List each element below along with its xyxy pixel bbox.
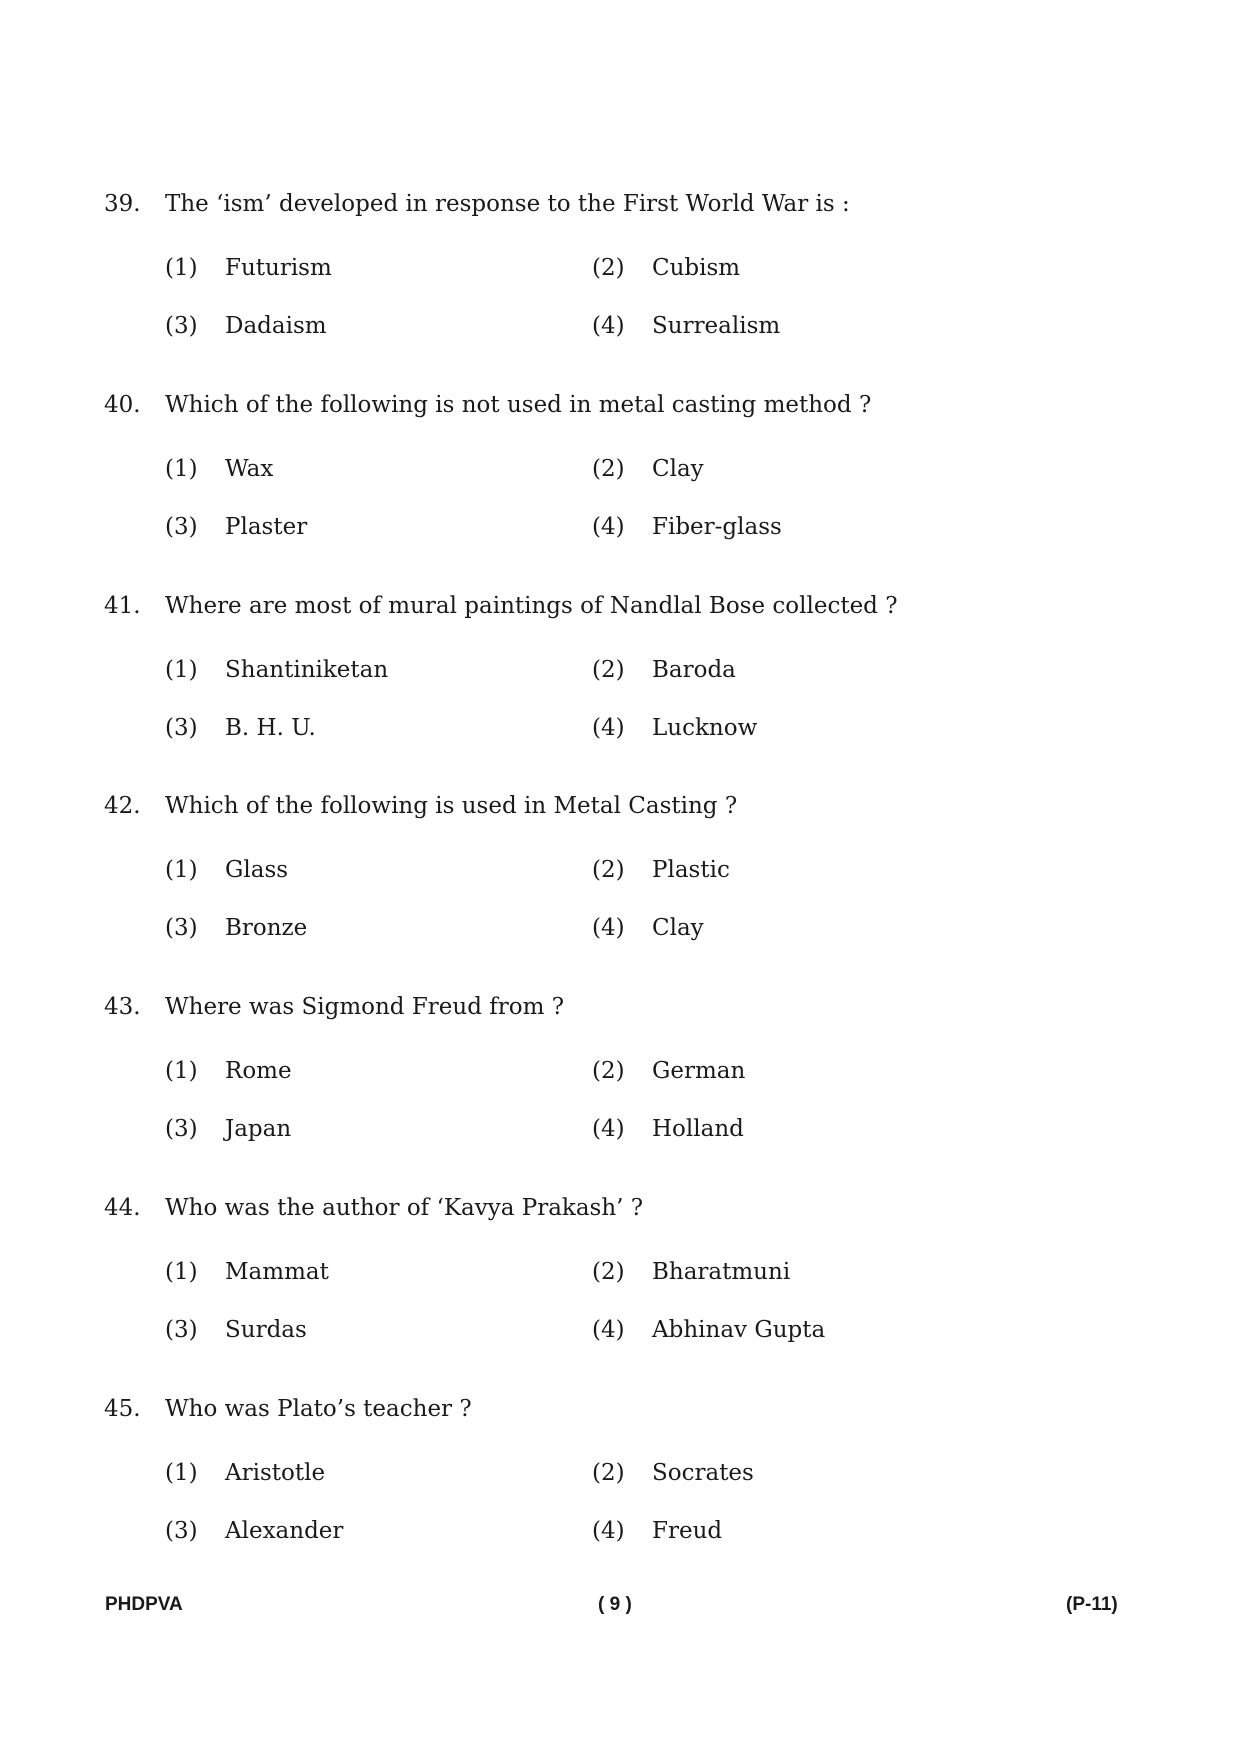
option-number: (4) [592, 715, 625, 741]
option-text: Wax [225, 456, 274, 482]
option-number: (4) [592, 1518, 625, 1544]
question-number: 39. [104, 191, 141, 217]
option-number: (3) [165, 514, 198, 540]
option-text: Aristotle [225, 1460, 326, 1486]
option-text: Socrates [652, 1460, 754, 1486]
option-number: (4) [592, 915, 625, 941]
option-text: Japan [225, 1116, 292, 1142]
question-text: Who was Plato’s teacher ? [165, 1396, 472, 1422]
question-text: Where are most of mural paintings of Nandlal Bose collected ? [165, 593, 898, 619]
question-number: 45. [104, 1396, 141, 1422]
option-text: Bharatmuni [652, 1259, 791, 1285]
option-text: Bronze [225, 915, 308, 941]
question-text: Which of the following is used in Metal Casting ? [165, 793, 738, 819]
option-number: (1) [165, 857, 198, 883]
option-text: Baroda [652, 657, 736, 683]
question-number: 44. [104, 1195, 141, 1221]
option-number: (2) [592, 255, 625, 281]
option-text: Shantiniketan [225, 657, 389, 683]
question-block [0, 189, 1241, 359]
question-block [0, 791, 1241, 961]
option-number: (4) [592, 1116, 625, 1142]
question-block [0, 992, 1241, 1162]
option-text: Glass [225, 857, 289, 883]
option-text: Fiber-glass [652, 514, 782, 540]
option-text: Mammat [225, 1259, 329, 1285]
option-number: (4) [592, 514, 625, 540]
option-number: (2) [592, 1259, 625, 1285]
option-text: Cubism [652, 255, 741, 281]
question-text: The ‘ism’ developed in response to the First World War is : [165, 191, 850, 217]
option-text: Surdas [225, 1317, 307, 1343]
option-number: (2) [592, 456, 625, 482]
option-text: Futurism [225, 255, 332, 281]
question-number: 40. [104, 392, 141, 418]
option-text: Lucknow [652, 715, 758, 741]
option-text: Clay [652, 915, 704, 941]
question-text: Which of the following is not used in metal casting method ? [165, 392, 872, 418]
question-number: 42. [104, 793, 141, 819]
set-code: (P-11) [1066, 1594, 1118, 1615]
option-number: (1) [165, 657, 198, 683]
option-number: (1) [165, 1259, 198, 1285]
option-number: (1) [165, 1058, 198, 1084]
option-number: (3) [165, 1116, 198, 1142]
option-text: Dadaism [225, 313, 327, 339]
option-number: (3) [165, 1518, 198, 1544]
question-text: Who was the author of ‘Kavya Prakash’ ? [165, 1195, 644, 1221]
question-block [0, 1394, 1241, 1564]
option-number: (3) [165, 1317, 198, 1343]
option-text: Holland [652, 1116, 744, 1142]
page-number: ( 9 ) [598, 1594, 632, 1615]
option-number: (4) [592, 1317, 625, 1343]
question-number: 43. [104, 994, 141, 1020]
option-number: (1) [165, 255, 198, 281]
option-number: (1) [165, 456, 198, 482]
option-text: German [652, 1058, 746, 1084]
option-number: (1) [165, 1460, 198, 1486]
option-text: Abhinav Gupta [652, 1317, 826, 1343]
option-number: (2) [592, 657, 625, 683]
option-text: Clay [652, 456, 704, 482]
option-number: (3) [165, 313, 198, 339]
question-number: 41. [104, 593, 141, 619]
question-block [0, 591, 1241, 761]
question-block [0, 390, 1241, 560]
option-number: (4) [592, 313, 625, 339]
paper-code: PHDPVA [105, 1594, 183, 1615]
option-number: (3) [165, 915, 198, 941]
option-number: (3) [165, 715, 198, 741]
option-text: Freud [652, 1518, 723, 1544]
option-number: (2) [592, 1460, 625, 1486]
option-text: Alexander [225, 1518, 344, 1544]
option-text: Rome [225, 1058, 292, 1084]
option-number: (2) [592, 1058, 625, 1084]
option-text: Plastic [652, 857, 730, 883]
question-block [0, 1193, 1241, 1363]
option-text: Plaster [225, 514, 308, 540]
option-number: (2) [592, 857, 625, 883]
option-text: B. H. U. [225, 715, 316, 741]
option-text: Surrealism [652, 313, 781, 339]
question-text: Where was Sigmond Freud from ? [165, 994, 565, 1020]
